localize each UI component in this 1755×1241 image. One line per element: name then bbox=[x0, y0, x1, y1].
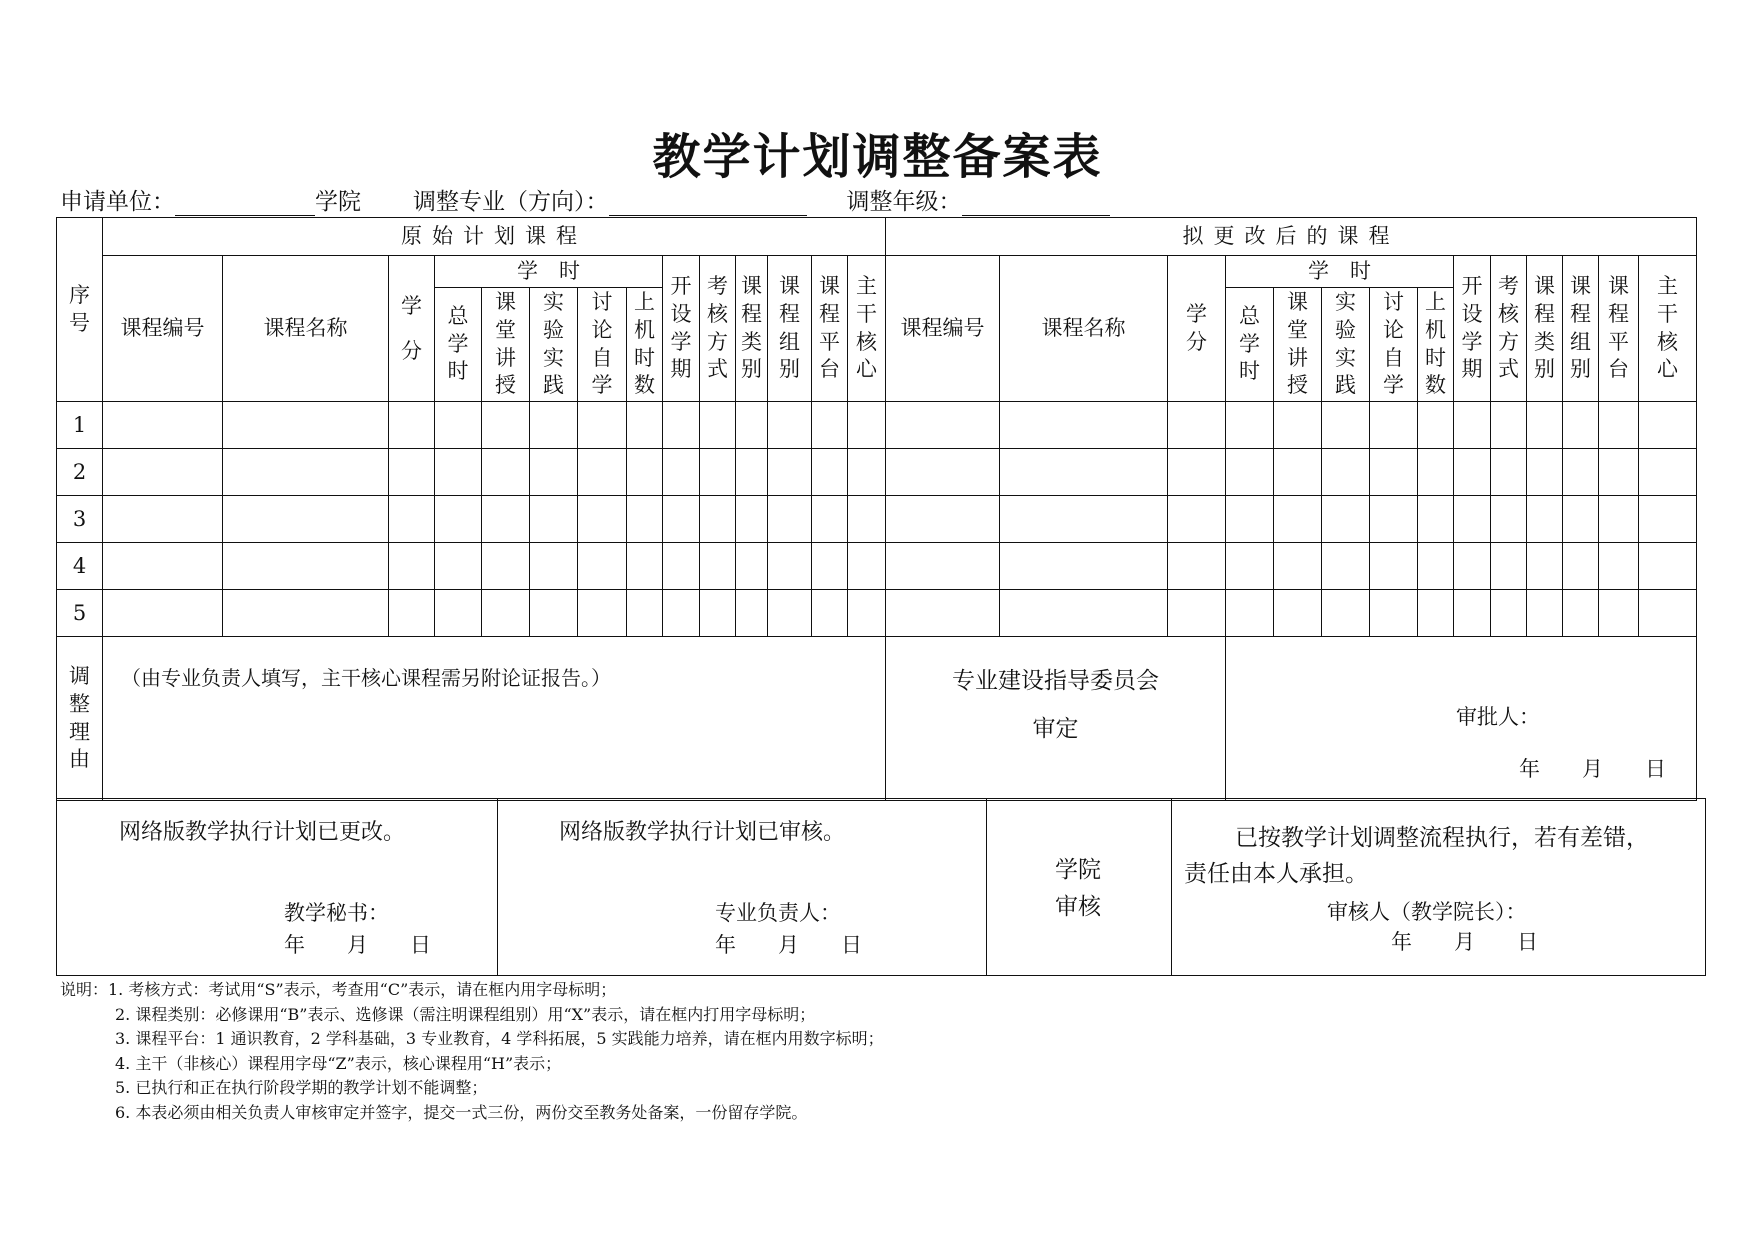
row-number: 3 bbox=[57, 496, 103, 543]
table-cell[interactable] bbox=[578, 449, 627, 496]
table-cell[interactable] bbox=[1527, 449, 1563, 496]
table-cell[interactable] bbox=[1168, 590, 1226, 637]
table-cell[interactable] bbox=[700, 543, 736, 590]
table-cell[interactable] bbox=[627, 496, 663, 543]
table-cell[interactable] bbox=[1370, 590, 1418, 637]
new-semester-header: 开设学期 bbox=[1454, 256, 1491, 402]
table-cell[interactable] bbox=[1599, 449, 1639, 496]
table-cell[interactable] bbox=[578, 402, 627, 449]
table-cell[interactable] bbox=[482, 590, 530, 637]
table-cell[interactable] bbox=[848, 402, 886, 449]
college-review-line1: 学院 bbox=[1055, 857, 1101, 883]
major-label: 调整专业（方向）： bbox=[413, 189, 609, 215]
table-cell[interactable] bbox=[627, 402, 663, 449]
table-cell[interactable] bbox=[223, 590, 389, 637]
table-cell[interactable] bbox=[1322, 402, 1370, 449]
note-3: 3. 课程平台：1 通识教育，2 学科基础，3 专业教育，4 学科拓展，5 实践能力培养，请在框内用数字标明； bbox=[115, 1029, 884, 1048]
new-total-header: 总学时 bbox=[1226, 288, 1274, 402]
secretary-text: 网络版教学执行计划已更改。 bbox=[119, 820, 406, 845]
table-cell[interactable] bbox=[1639, 590, 1697, 637]
table-cell[interactable] bbox=[1491, 590, 1527, 637]
table-cell[interactable] bbox=[768, 543, 812, 590]
table-cell[interactable] bbox=[700, 449, 736, 496]
table-cell[interactable] bbox=[389, 590, 435, 637]
new-platform-header: 课程平台 bbox=[1599, 256, 1639, 402]
table-cell[interactable] bbox=[1322, 590, 1370, 637]
new-name-header: 课程名称 bbox=[1000, 256, 1168, 402]
table-cell[interactable] bbox=[700, 402, 736, 449]
table-row bbox=[57, 449, 1697, 496]
dean-statement-line1: 已按教学计划调整流程执行，若有差错， bbox=[1235, 825, 1649, 851]
table-row bbox=[57, 543, 1697, 590]
dean-cell[interactable] bbox=[1172, 799, 1706, 976]
table-cell[interactable] bbox=[1491, 449, 1527, 496]
orig-lab-header: 实验实践 bbox=[530, 288, 578, 402]
table-cell[interactable] bbox=[1418, 543, 1454, 590]
table-cell[interactable] bbox=[1370, 496, 1418, 543]
orig-hours-header: 学 时 bbox=[435, 256, 663, 288]
new-code-header: 课程编号 bbox=[886, 256, 1000, 402]
table-cell[interactable] bbox=[482, 496, 530, 543]
table-cell[interactable] bbox=[1527, 590, 1563, 637]
table-cell[interactable] bbox=[103, 449, 223, 496]
table-cell[interactable] bbox=[435, 543, 482, 590]
table-cell[interactable] bbox=[848, 590, 886, 637]
table-cell[interactable] bbox=[627, 543, 663, 590]
table-cell[interactable] bbox=[1599, 496, 1639, 543]
table-cell[interactable] bbox=[1491, 496, 1527, 543]
grade-label: 调整年级： bbox=[846, 189, 962, 215]
table-cell[interactable] bbox=[1168, 496, 1226, 543]
new-category-header: 课程类别 bbox=[1527, 256, 1563, 402]
approver-label: 审批人： bbox=[1456, 705, 1540, 729]
grade-field[interactable] bbox=[962, 191, 1110, 216]
orig-category-header: 课程类别 bbox=[736, 256, 768, 402]
note-5: 5. 已执行和正在执行阶段学期的教学计划不能调整； bbox=[115, 1078, 488, 1097]
row-number: 5 bbox=[57, 590, 103, 637]
table-cell[interactable] bbox=[736, 449, 768, 496]
table-cell[interactable] bbox=[103, 543, 223, 590]
table-cell[interactable] bbox=[1454, 543, 1491, 590]
row-number: 2 bbox=[57, 449, 103, 496]
table-cell[interactable] bbox=[482, 402, 530, 449]
table-cell[interactable] bbox=[1491, 543, 1527, 590]
note-2: 2. 课程类别：必修课用“B”表示、选修课（需注明课程组别）用“X”表示，请在框内打用字母标明； bbox=[115, 1004, 816, 1024]
table-cell[interactable] bbox=[1527, 543, 1563, 590]
major-field[interactable] bbox=[609, 191, 807, 216]
table-cell[interactable] bbox=[1563, 496, 1599, 543]
table-cell[interactable] bbox=[848, 449, 886, 496]
table-cell[interactable] bbox=[736, 496, 768, 543]
dean-statement-line2: 责任由本人承担。 bbox=[1184, 861, 1368, 887]
row-number: 1 bbox=[57, 402, 103, 449]
table-cell[interactable] bbox=[435, 496, 482, 543]
table-cell[interactable] bbox=[886, 449, 1000, 496]
table-cell[interactable] bbox=[578, 543, 627, 590]
note-1: 说明：1. 考核方式：考试用“S”表示，考查用“C”表示，请在框内用字母标明； bbox=[60, 980, 617, 999]
row-number: 4 bbox=[57, 543, 103, 590]
table-cell[interactable] bbox=[812, 449, 848, 496]
course-adjust-table bbox=[56, 217, 1697, 801]
table-cell[interactable] bbox=[700, 496, 736, 543]
orig-code-header: 课程编号 bbox=[103, 256, 223, 402]
table-cell[interactable] bbox=[103, 590, 223, 637]
table-cell[interactable] bbox=[103, 402, 223, 449]
table-cell[interactable] bbox=[1527, 402, 1563, 449]
table-cell[interactable] bbox=[1418, 590, 1454, 637]
note-6: 6. 本表必须由相关负责人审核审定并签字，提交一式三份，两份交至教务处备案，一份留存学院。 bbox=[115, 1102, 808, 1122]
table-cell[interactable] bbox=[389, 496, 435, 543]
table-cell[interactable] bbox=[482, 449, 530, 496]
note-4: 4. 主干（非核心）课程用字母“Z”表示，核心课程用“H”表示； bbox=[115, 1053, 562, 1073]
table-cell[interactable] bbox=[1563, 449, 1599, 496]
table-cell[interactable] bbox=[886, 496, 1000, 543]
table-cell[interactable] bbox=[1454, 496, 1491, 543]
table-cell[interactable] bbox=[663, 590, 700, 637]
new-computer-header: 上机时数 bbox=[1418, 288, 1454, 402]
table-cell[interactable] bbox=[435, 449, 482, 496]
reason-field[interactable]: （由专业负责人填写，主干核心课程需另附论证报告。） bbox=[103, 637, 886, 801]
new-hours-header: 学 时 bbox=[1226, 256, 1454, 288]
table-cell[interactable] bbox=[1322, 449, 1370, 496]
table-cell[interactable] bbox=[223, 496, 389, 543]
table-cell[interactable] bbox=[1274, 590, 1322, 637]
form-header bbox=[60, 183, 1110, 216]
new-credit-header: 学分 bbox=[1168, 256, 1226, 402]
table-cell[interactable] bbox=[1226, 543, 1274, 590]
orig-lecture-header: 课堂讲授 bbox=[482, 288, 530, 402]
table-cell[interactable] bbox=[812, 496, 848, 543]
table-cell[interactable] bbox=[1000, 543, 1168, 590]
orig-group-header: 课程组别 bbox=[768, 256, 812, 402]
table-cell[interactable] bbox=[663, 449, 700, 496]
table-cell[interactable] bbox=[1000, 496, 1168, 543]
table-cell[interactable] bbox=[1563, 402, 1599, 449]
table-cell[interactable] bbox=[812, 543, 848, 590]
table-cell[interactable] bbox=[768, 590, 812, 637]
table-cell[interactable] bbox=[435, 402, 482, 449]
table-cell[interactable] bbox=[1563, 543, 1599, 590]
table-row bbox=[57, 402, 1697, 449]
table-cell[interactable] bbox=[1274, 496, 1322, 543]
orig-core-header: 主干核心 bbox=[848, 256, 886, 402]
table-cell[interactable] bbox=[389, 449, 435, 496]
table-cell[interactable] bbox=[1322, 496, 1370, 543]
table-cell[interactable] bbox=[1168, 449, 1226, 496]
table-cell[interactable] bbox=[1599, 402, 1639, 449]
table-cell[interactable] bbox=[1639, 496, 1697, 543]
table-cell[interactable] bbox=[663, 496, 700, 543]
table-cell[interactable] bbox=[530, 496, 578, 543]
table-cell[interactable] bbox=[1639, 402, 1697, 449]
table-cell[interactable] bbox=[1000, 449, 1168, 496]
reason-label: 调整理由 bbox=[57, 637, 103, 801]
table-cell[interactable] bbox=[1454, 402, 1491, 449]
new-core-header: 主干核心 bbox=[1639, 256, 1697, 402]
table-cell[interactable] bbox=[627, 449, 663, 496]
new-plan-header: 拟更改后的课程 bbox=[886, 218, 1697, 256]
table-cell[interactable] bbox=[223, 402, 389, 449]
unit-label: 申请单位： bbox=[60, 189, 175, 215]
table-cell[interactable] bbox=[223, 543, 389, 590]
table-cell[interactable] bbox=[1370, 543, 1418, 590]
table-cell[interactable] bbox=[886, 590, 1000, 637]
table-cell[interactable] bbox=[736, 590, 768, 637]
table-cell[interactable] bbox=[435, 590, 482, 637]
major-head-date: 年 月 日 bbox=[715, 933, 862, 957]
notes bbox=[60, 978, 884, 1125]
table-cell[interactable] bbox=[1454, 590, 1491, 637]
new-lecture-header: 课堂讲授 bbox=[1274, 288, 1322, 402]
unit-suffix: 学院 bbox=[315, 189, 361, 215]
table-cell[interactable] bbox=[1599, 590, 1639, 637]
approval-date: 年 月 日 bbox=[1519, 757, 1666, 781]
table-cell[interactable] bbox=[389, 402, 435, 449]
signature-table bbox=[56, 798, 1706, 976]
approval-field[interactable] bbox=[1226, 637, 1697, 801]
table-row bbox=[57, 496, 1697, 543]
new-exam-header: 考核方式 bbox=[1491, 256, 1527, 402]
table-cell[interactable] bbox=[103, 496, 223, 543]
table-cell[interactable] bbox=[768, 449, 812, 496]
table-cell[interactable] bbox=[578, 590, 627, 637]
new-discuss-header: 讨论自学 bbox=[1370, 288, 1418, 402]
major-head-text: 网络版教学执行计划已审核。 bbox=[559, 820, 846, 845]
table-cell[interactable] bbox=[1370, 449, 1418, 496]
table-cell[interactable] bbox=[1322, 543, 1370, 590]
table-cell[interactable] bbox=[1418, 402, 1454, 449]
table-cell[interactable] bbox=[768, 402, 812, 449]
table-cell[interactable] bbox=[736, 402, 768, 449]
table-cell[interactable] bbox=[1527, 496, 1563, 543]
unit-field[interactable] bbox=[175, 191, 315, 216]
table-cell[interactable] bbox=[1491, 402, 1527, 449]
table-cell[interactable] bbox=[530, 543, 578, 590]
table-cell[interactable] bbox=[578, 496, 627, 543]
table-cell[interactable] bbox=[1168, 543, 1226, 590]
table-cell[interactable] bbox=[1274, 543, 1322, 590]
table-cell[interactable] bbox=[848, 543, 886, 590]
table-cell[interactable] bbox=[768, 496, 812, 543]
table-cell[interactable] bbox=[663, 543, 700, 590]
table-cell[interactable] bbox=[886, 402, 1000, 449]
new-lab-header: 实验实践 bbox=[1322, 288, 1370, 402]
table-cell[interactable] bbox=[1226, 449, 1274, 496]
table-cell[interactable] bbox=[530, 402, 578, 449]
table-cell[interactable] bbox=[1454, 449, 1491, 496]
major-head-sign: 专业负责人： bbox=[715, 901, 841, 925]
page-title: 教学计划调整备案表 bbox=[652, 129, 1103, 185]
table-cell[interactable] bbox=[812, 590, 848, 637]
table-cell[interactable] bbox=[1274, 449, 1322, 496]
table-cell[interactable] bbox=[848, 496, 886, 543]
table-cell[interactable] bbox=[1418, 449, 1454, 496]
table-cell[interactable] bbox=[886, 543, 1000, 590]
table-cell[interactable] bbox=[1274, 402, 1322, 449]
secretary-date: 年 月 日 bbox=[284, 933, 431, 957]
orig-semester-header: 开设学期 bbox=[663, 256, 700, 402]
table-cell[interactable] bbox=[530, 590, 578, 637]
table-cell[interactable] bbox=[812, 402, 848, 449]
orig-exam-header: 考核方式 bbox=[700, 256, 736, 402]
secretary-cell[interactable] bbox=[57, 799, 498, 976]
table-cell[interactable] bbox=[1418, 496, 1454, 543]
table-cell[interactable] bbox=[1226, 590, 1274, 637]
table-cell[interactable] bbox=[1226, 496, 1274, 543]
table-cell[interactable] bbox=[1563, 590, 1599, 637]
table-cell[interactable] bbox=[1226, 402, 1274, 449]
major-head-cell[interactable] bbox=[498, 799, 987, 976]
new-group-header: 课程组别 bbox=[1563, 256, 1599, 402]
orig-discuss-header: 讨论自学 bbox=[578, 288, 627, 402]
orig-credit-header: 学分 bbox=[389, 256, 435, 402]
college-review-line2: 审核 bbox=[1055, 894, 1101, 920]
table-cell[interactable] bbox=[1639, 449, 1697, 496]
table-cell[interactable] bbox=[736, 543, 768, 590]
table-cell[interactable] bbox=[663, 402, 700, 449]
table-cell[interactable] bbox=[1168, 402, 1226, 449]
table-cell[interactable] bbox=[223, 449, 389, 496]
table-cell[interactable] bbox=[389, 543, 435, 590]
committee-label: 专业建设指导委员会 审定 bbox=[886, 637, 1226, 801]
table-cell[interactable] bbox=[627, 590, 663, 637]
table-cell[interactable] bbox=[1000, 590, 1168, 637]
orig-name-header: 课程名称 bbox=[223, 256, 389, 402]
table-cell[interactable] bbox=[1639, 543, 1697, 590]
dean-sign: 审核人（教学院长）： bbox=[1327, 900, 1527, 924]
college-review-cell bbox=[987, 799, 1172, 976]
table-cell[interactable] bbox=[1000, 402, 1168, 449]
dean-date: 年 月 日 bbox=[1391, 930, 1538, 954]
table-cell[interactable] bbox=[700, 590, 736, 637]
table-cell[interactable] bbox=[482, 543, 530, 590]
orig-platform-header: 课程平台 bbox=[812, 256, 848, 402]
seq-header: 序号 bbox=[57, 218, 103, 402]
table-cell[interactable] bbox=[1370, 402, 1418, 449]
table-row bbox=[57, 590, 1697, 637]
table-cell[interactable] bbox=[530, 449, 578, 496]
secretary-sign: 教学秘书： bbox=[284, 901, 389, 925]
table-cell[interactable] bbox=[1599, 543, 1639, 590]
orig-computer-header: 上机时数 bbox=[627, 288, 663, 402]
orig-total-header: 总学时 bbox=[435, 288, 482, 402]
original-plan-header: 原始计划课程 bbox=[103, 218, 886, 256]
